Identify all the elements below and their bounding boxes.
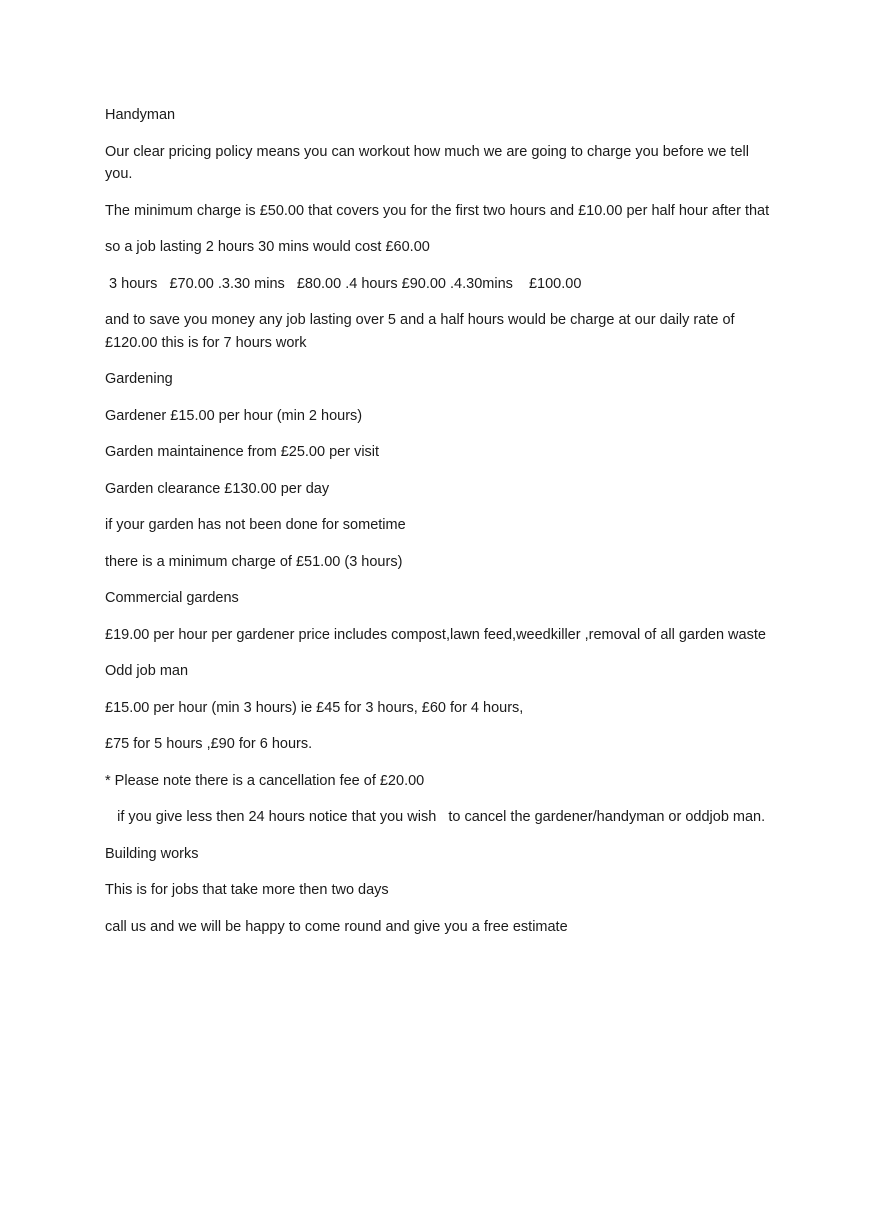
handyman-minimum-charge: The minimum charge is £50.00 that covers you for the first two hours and £10.00 per half hour after that <box>105 202 770 219</box>
handyman-rate-list: 3 hours £70.00 .3.30 mins £80.00 .4 hours £90.00 .4.30mins £100.00 <box>105 275 582 292</box>
building-works-estimate: call us and we will be happy to come round and give you a free estimate <box>105 918 568 935</box>
building-works-heading: Building works <box>105 845 199 862</box>
handyman-daily-rate: and to save you money any job lasting over 5 and a half hours would be charge at our daily rate of £120.00 this is for 7 hours work <box>105 312 739 351</box>
cancellation-notice-detail: if you give less then 24 hours notice that you wish to cancel the gardener/handyman or oddjob man. <box>105 809 766 825</box>
handyman-pricing-policy: Our clear pricing policy means you can workout how much we are going to charge you before we tell you. <box>105 143 753 182</box>
gardening-heading: Gardening <box>105 371 173 387</box>
building-works-scope: This is for jobs that take more then two days <box>105 882 389 898</box>
garden-maintenance-rate: Garden maintainence from £25.00 per visit <box>105 444 380 460</box>
handyman-heading: Handyman <box>105 107 176 123</box>
garden-clearance-rate: Garden clearance £130.00 per day <box>105 480 330 497</box>
document-body <box>105 104 770 952</box>
commercial-gardens-heading: Commercial gardens <box>105 590 239 606</box>
garden-neglected-note: if your garden has not been done for sometime <box>105 517 406 533</box>
odd-job-rate-continued: £75 for 5 hours ,£90 for 6 hours. <box>105 736 313 752</box>
odd-job-rate: £15.00 per hour (min 3 hours) ie £45 for 3 hours, £60 for 4 hours, <box>105 699 524 716</box>
gardener-rate: Gardener £15.00 per hour (min 2 hours) <box>105 407 363 424</box>
handyman-example-cost: so a job lasting 2 hours 30 mins would cost £60.00 <box>105 239 430 255</box>
garden-minimum-charge: there is a minimum charge of £51.00 (3 hours) <box>105 553 403 570</box>
odd-job-heading: Odd job man <box>105 663 189 679</box>
commercial-gardens-rate: £19.00 per hour per gardener price includes compost,lawn feed,weedkiller ,removal of all garden waste <box>105 626 766 643</box>
cancellation-fee-note: * Please note there is a cancellation fee of £20.00 <box>105 772 425 789</box>
